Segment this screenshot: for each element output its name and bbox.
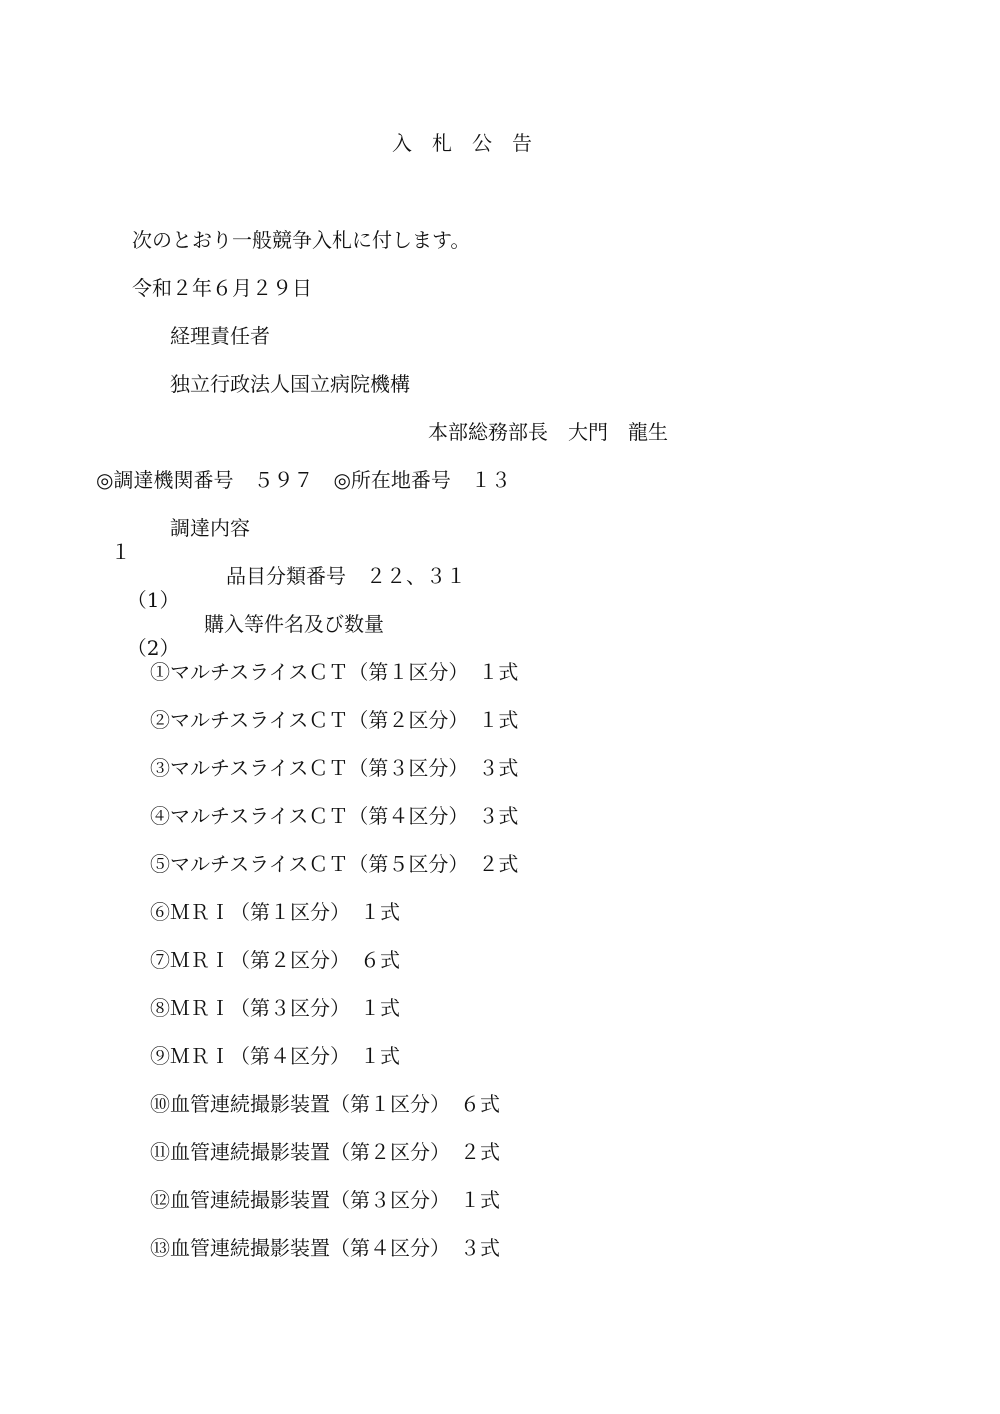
list-item: ⑩血管連続撮影装置（第１区分） ６式 bbox=[150, 1092, 500, 1116]
subsection-label: 購入等件名及び数量 bbox=[204, 612, 384, 636]
list-item: ⑬血管連続撮影装置（第４区分） ３式 bbox=[150, 1236, 500, 1260]
signer-name: 本部総務部長 大門 龍生 bbox=[428, 420, 668, 444]
official-title: 経理責任者 bbox=[170, 324, 270, 348]
subsection-number: （2） bbox=[126, 636, 180, 660]
list-item: ③マルチスライスＣＴ（第３区分） ３式 bbox=[150, 756, 519, 780]
intro-text: 次のとおり一般競争入札に付します。 bbox=[132, 228, 471, 252]
list-item: ①マルチスライスＣＴ（第１区分） １式 bbox=[150, 660, 519, 684]
list-item: ②マルチスライスＣＴ（第２区分） １式 bbox=[150, 708, 519, 732]
notice-date: 令和２年６月２９日 bbox=[132, 276, 312, 300]
page-title: 入 札 公 告 bbox=[392, 131, 532, 155]
list-item: ⑦ＭＲＩ（第２区分） ６式 bbox=[150, 948, 400, 972]
procurement-item-list bbox=[150, 660, 518, 1284]
list-item: ④マルチスライスＣＴ（第４区分） ３式 bbox=[150, 804, 519, 828]
section-label: 調達内容 bbox=[170, 516, 250, 540]
list-item: ⑤マルチスライスＣＴ（第５区分） ２式 bbox=[150, 852, 519, 876]
organization-name: 独立行政法人国立病院機構 bbox=[170, 372, 410, 396]
subsection-number: （1） bbox=[126, 588, 180, 612]
subsection-label: 品目分類番号 ２２、３１ bbox=[226, 564, 466, 588]
list-item: ⑥ＭＲＩ（第１区分） １式 bbox=[150, 900, 400, 924]
list-item: ⑫血管連続撮影装置（第３区分） １式 bbox=[150, 1188, 500, 1212]
list-item: ⑨ＭＲＩ（第４区分） １式 bbox=[150, 1044, 400, 1068]
list-item: ⑧ＭＲＩ（第３区分） １式 bbox=[150, 996, 400, 1020]
list-item: ⑪血管連続撮影装置（第２区分） ２式 bbox=[150, 1140, 500, 1164]
section-number: １ bbox=[110, 540, 131, 564]
procurement-numbers: ◎調達機関番号 ５９７ ◎所在地番号 １３ bbox=[96, 468, 511, 492]
